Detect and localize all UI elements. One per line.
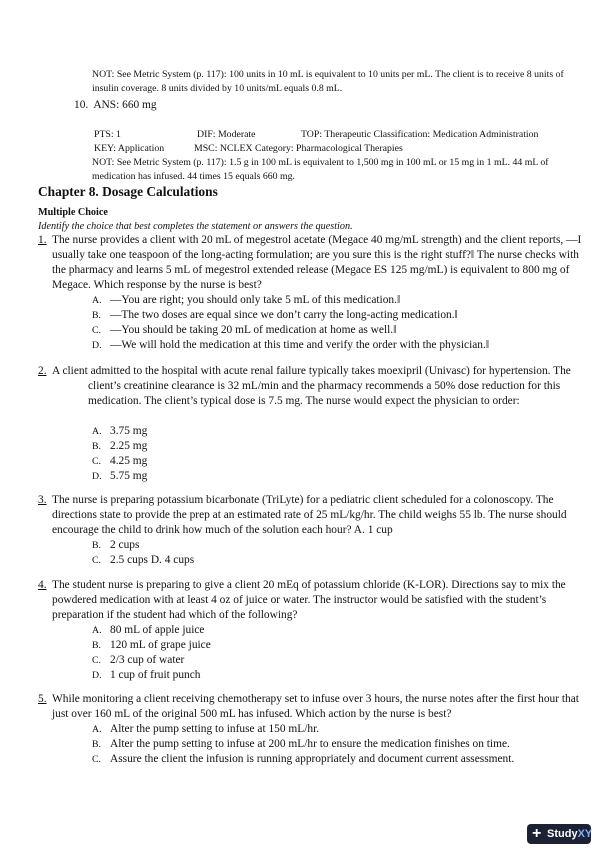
watermark-text: StudyXY (547, 828, 593, 840)
topic-label: TOP: Therapeutic Classification: Medication Administration (301, 129, 539, 140)
question-1 (38, 233, 586, 293)
question-4 (38, 578, 586, 623)
question-text: A client admitted to the hospital with acute renal failure typically takes moexipril (Univasc) for hypertension. The client’s creatinine clearance is 32 mL/min and the pharmacy recommends a 50% dose reduction for this medication. The client’s typical dose is 7.5 mg. The nurse would expect the physician to order: (52, 365, 571, 407)
option-b[interactable]: B. 2.25 mg (92, 440, 148, 452)
question-5 (38, 692, 586, 722)
question-5-options (92, 722, 514, 767)
question-number: 2. (38, 365, 47, 377)
question-3 (38, 493, 586, 538)
option-a[interactable]: A. Alter the pump setting to infuse at 150 mL/hr. (92, 723, 320, 735)
option-d[interactable]: D. —We will hold the medication at this time and verify the order with the physician.‖ (92, 339, 490, 351)
question-text: The student nurse is preparing to give a client 20 mEq of potassium chloride (K-LOR). Directions say to mix the powdered medication with at least 4 oz of juice or water. The instructor would be satisfied with the student’s preparation if the student had which of the following? (52, 579, 566, 621)
answer-note-10: NOT: See Metric System (p. 117): 1.5 g in 100 mL is equivalent to 1,500 mg in 100 mL or 15 mg in 1 mL. 44 mL of medication has infused. 44 times 15 equals 660 mg. (92, 157, 549, 182)
option-b[interactable]: B. —The two doses are equal since we don’t carry the long-acting medication.‖ (92, 309, 458, 321)
option-a[interactable]: A. 3.75 mg (92, 425, 148, 437)
question-number: 4. (38, 579, 47, 591)
answer-10 (74, 98, 157, 113)
instructions: Identify the choice that best completes the statement or answers the question. (38, 221, 353, 232)
question-number: 3. (38, 494, 47, 506)
question-number: 1. (38, 234, 47, 246)
answer-10-meta-row1 (94, 128, 601, 142)
answer-10-number: 10. (74, 99, 89, 111)
question-3-options (92, 538, 194, 568)
option-b[interactable]: B. 120 mL of grape juice (92, 639, 211, 651)
question-1-options (92, 293, 489, 353)
difficulty-label: DIF: Moderate (197, 129, 256, 140)
question-text: The nurse provides a client with 20 mL of megestrol acetate (Megace 40 mg/mL strength) and the client reports, —I usually take one teaspoon of the long-acting formulation; are you sure this is the right stuff?‖ The nurse checks with the pharmacy and learns 5 mL of megestrol extended release (Megace ES 125 mg/mL) is equivalent to 800 mg of Megace. Which response by the nurse is best? (52, 234, 582, 291)
option-b[interactable]: B. Alter the pump setting to infuse at 200 mL/hr to ensure the medication finishes on time. (92, 738, 510, 750)
question-4-options (92, 623, 211, 683)
option-c[interactable]: C. 4.25 mg (92, 455, 148, 467)
points-label: PTS: 1 (94, 129, 121, 140)
question-2-options (92, 424, 147, 484)
msc-label: MSC: NCLEX Category: Pharmacological Therapies (194, 143, 403, 154)
question-text: The nurse is preparing potassium bicarbonate (TriLyte) for a pediatric client scheduled for a colonoscopy. The directions state to provide the prep at an estimated rate of 25 mL/kg/hr. The child weighs 55 lb. The nurse should encourage the child to drink how much of the solution each hour? A. 1 cup (52, 494, 567, 536)
option-a[interactable]: A. 80 mL of apple juice (92, 624, 205, 636)
option-c[interactable]: C. 2/3 cup of water (92, 654, 185, 666)
chapter-title: Chapter 8. Dosage Calculations (38, 184, 218, 199)
plus-icon: + (532, 825, 542, 842)
option-d[interactable]: D. 1 cup of fruit punch (92, 669, 201, 681)
option-c[interactable]: C. Assure the client the infusion is running appropriately and document current assessment. (92, 753, 515, 765)
question-text: While monitoring a client receiving chemotherapy set to infuse over 3 hours, the nurse notes after the first hour that just over 160 mL of the original 500 mL has infused. Which action by the nurse is best? (52, 693, 579, 720)
question-number: 5. (38, 693, 47, 705)
option-b[interactable]: B. 2 cups (92, 539, 140, 551)
answer-10-meta-row2 (94, 142, 403, 156)
option-c[interactable]: C. —You should be taking 20 mL of medication at home as well.‖ (92, 324, 397, 336)
answer-note-9: NOT: See Metric System (p. 117): 100 units in 10 mL is equivalent to 10 units per mL. The client is to receive 8 units of insulin coverage. 8 units divided by 10 units/mL equals 0.8 mL. (92, 69, 564, 94)
section-title: Multiple Choice (38, 207, 108, 218)
studyxy-watermark (527, 824, 591, 844)
option-c[interactable]: C. 2.5 cups D. 4 cups (92, 554, 195, 566)
option-a[interactable]: A. —You are right; you should only take 5 mL of this medication.‖ (92, 294, 401, 306)
key-label: KEY: Application (94, 143, 165, 154)
answer-10-value: ANS: 660 mg (93, 99, 157, 111)
question-2 (38, 364, 586, 409)
option-d[interactable]: D. 5.75 mg (92, 470, 148, 482)
